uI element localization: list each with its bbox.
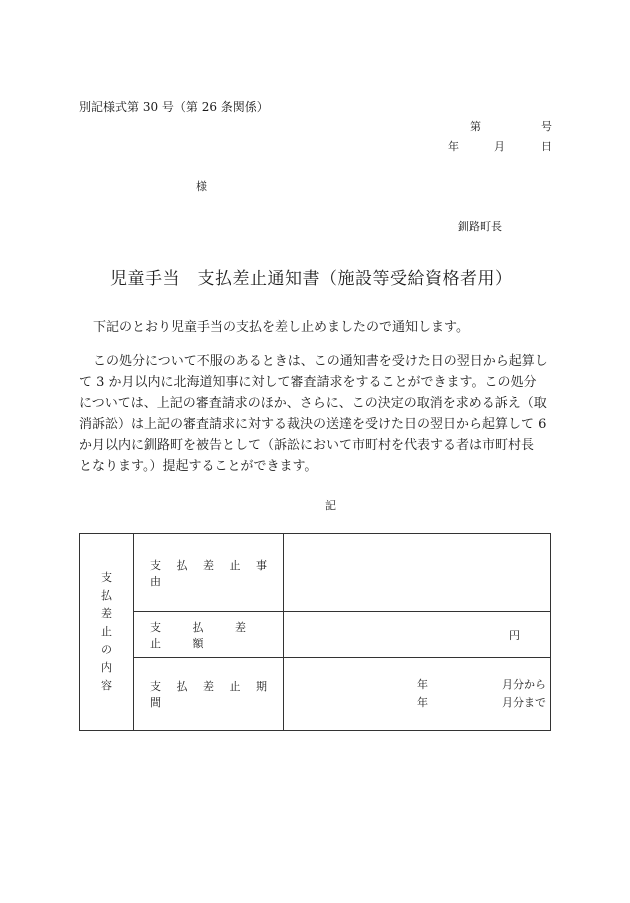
table-row (80, 658, 551, 731)
period-value (284, 658, 551, 731)
form-label: 別記様式第 30 号（第 26 条関係） (79, 100, 269, 114)
table-row (80, 534, 551, 612)
ki-label: 記 (325, 499, 336, 512)
period-to: 年 月分まで (417, 696, 546, 709)
notice-line: この処分について不服のあるときは、この通知書を受けた日の翌日から起算し (93, 354, 548, 369)
date-year: 年 (448, 140, 459, 153)
notice-line: 消訴訟）は上記の審査請求に対する裁決の送達を受けた日の翌日から起算して 6 (79, 417, 547, 432)
notice-paragraph (79, 351, 553, 477)
date-month: 月 (494, 140, 505, 153)
period-label: 支 払 差 止 期 間 (134, 658, 284, 731)
sender-name: 釧路町長 (458, 220, 502, 233)
reason-value (284, 534, 551, 612)
addressee-sama: 様 (196, 180, 207, 193)
date-day: 日 (541, 140, 552, 153)
number-dai: 第 (470, 120, 481, 133)
notice-line: については、上記の審査請求のほか、さらに、この決定の取消を求める訴え（取 (79, 396, 547, 411)
detail-table (79, 533, 551, 731)
amount-value (284, 612, 551, 658)
notice-line: か月以内に釧路町を被告として（訴訟において市町村を代表する者は市町村長 (79, 438, 535, 453)
section-label: 支 払 差 止 の 内 容 (80, 534, 134, 731)
table-row (80, 612, 551, 658)
notice-line: となります。）提起することができます。 (79, 459, 318, 474)
amount-unit: 円 (509, 628, 520, 642)
number-go: 号 (541, 120, 552, 133)
reason-label: 支 払 差 止 事 由 (134, 534, 284, 612)
document-title: 児童手当 支払差止通知書（施設等受給資格者用） (110, 269, 513, 289)
notice-line: て 3 か月以内に北海道知事に対して審査請求をすることができます。この処分 (79, 375, 537, 390)
period-from: 年 月分から (417, 678, 546, 691)
intro-text: 下記のとおり児童手当の支払を差し止めましたので通知します。 (93, 320, 469, 335)
amount-label: 支 払 差 止 額 (134, 612, 284, 658)
